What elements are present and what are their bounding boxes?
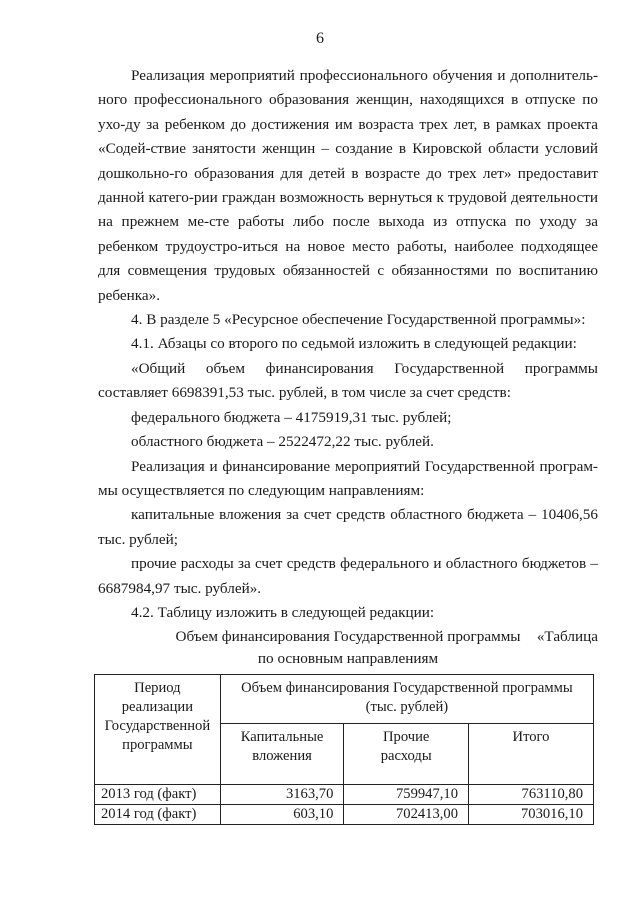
header-volume: Объем финансирования Государственной программы (тыс. рублей) <box>220 675 593 724</box>
paragraph-other-expenses: прочие расходы за счет средств федерального и областного бюджетов – 6687984,97 тыс. рублей». <box>98 555 598 597</box>
page-number: 6 <box>316 30 324 47</box>
table-title <box>98 626 598 670</box>
table-header-row <box>95 675 594 724</box>
row-other: 759947,10 <box>344 785 469 805</box>
row-total: 703016,10 <box>469 805 594 825</box>
header-capital: Капитальные вложения <box>220 724 344 785</box>
header-other: Прочие расходы <box>344 724 469 785</box>
table-row <box>95 805 594 825</box>
row-other: 702413,00 <box>344 805 469 825</box>
paragraph-federal-budget: федерального бюджета – 4175919,31 тыс. рублей; <box>131 408 452 426</box>
paragraph-total-volume: «Общий объем финансирования Государственной программы составляет 6698391,53 тыс. рублей, в том числе за счет средств: <box>98 359 598 402</box>
paragraph-capital-investments: капитальные вложения за счет средств областного бюджета – 10406,56 тыс. рублей; <box>98 506 598 548</box>
table-title-line-1: Объем финансирования Государственной программы <box>175 628 521 645</box>
row-capital: 3163,70 <box>220 785 344 805</box>
row-total: 763110,80 <box>469 785 594 805</box>
body-text <box>98 64 598 650</box>
paragraph-directions: Реализация и финансирование мероприятий Государственной програм-мы осуществляется по следующим направлениям: <box>98 457 598 499</box>
table-title-line-2: по основным направлениям <box>257 650 439 667</box>
financing-table <box>94 674 594 825</box>
table-label: «Таблица <box>536 628 598 646</box>
table-row <box>95 785 594 805</box>
paragraph-section-5: 4. В разделе 5 «Ресурсное обеспечение Государственной программы»: <box>131 311 586 329</box>
header-period: Период реализации Государственной программы <box>95 675 221 785</box>
row-capital: 603,10 <box>220 805 344 825</box>
paragraph-regional-budget: областного бюджета – 2522472,22 тыс. рублей. <box>131 433 434 451</box>
paragraph-implementation: Реализация мероприятий профессионального обучения и дополнитель-ного профессионального образования женщин, находящихся в отпуске по ухо-ду за ребенком до достижения им возраста трех лет, в рамках проекта «Содей-ствие занятости женщин – создание в Кировской области условий дошкольно-го образования для детей в возрасте до трех лет» предоставит данной катего-рии граждан возможность вернуться к трудовой деятельности на прежнем ме-сте работы либо после выхода из отпуска по уходу за ребенком трудоустро-иться на новое место работы, наиболее подходящее для совмещения трудовых обязанностей с обязанностями по воспитанию ребенка». <box>98 67 598 304</box>
paragraph-4-2: 4.2. Таблицу изложить в следующей редакции: <box>131 603 435 621</box>
row-period: 2014 год (факт) <box>95 805 221 825</box>
header-total: Итого <box>469 724 594 785</box>
row-period: 2013 год (факт) <box>95 785 221 805</box>
paragraph-4-1: 4.1. Абзацы со второго по седьмой изложить в следующей редакции: <box>131 335 577 353</box>
